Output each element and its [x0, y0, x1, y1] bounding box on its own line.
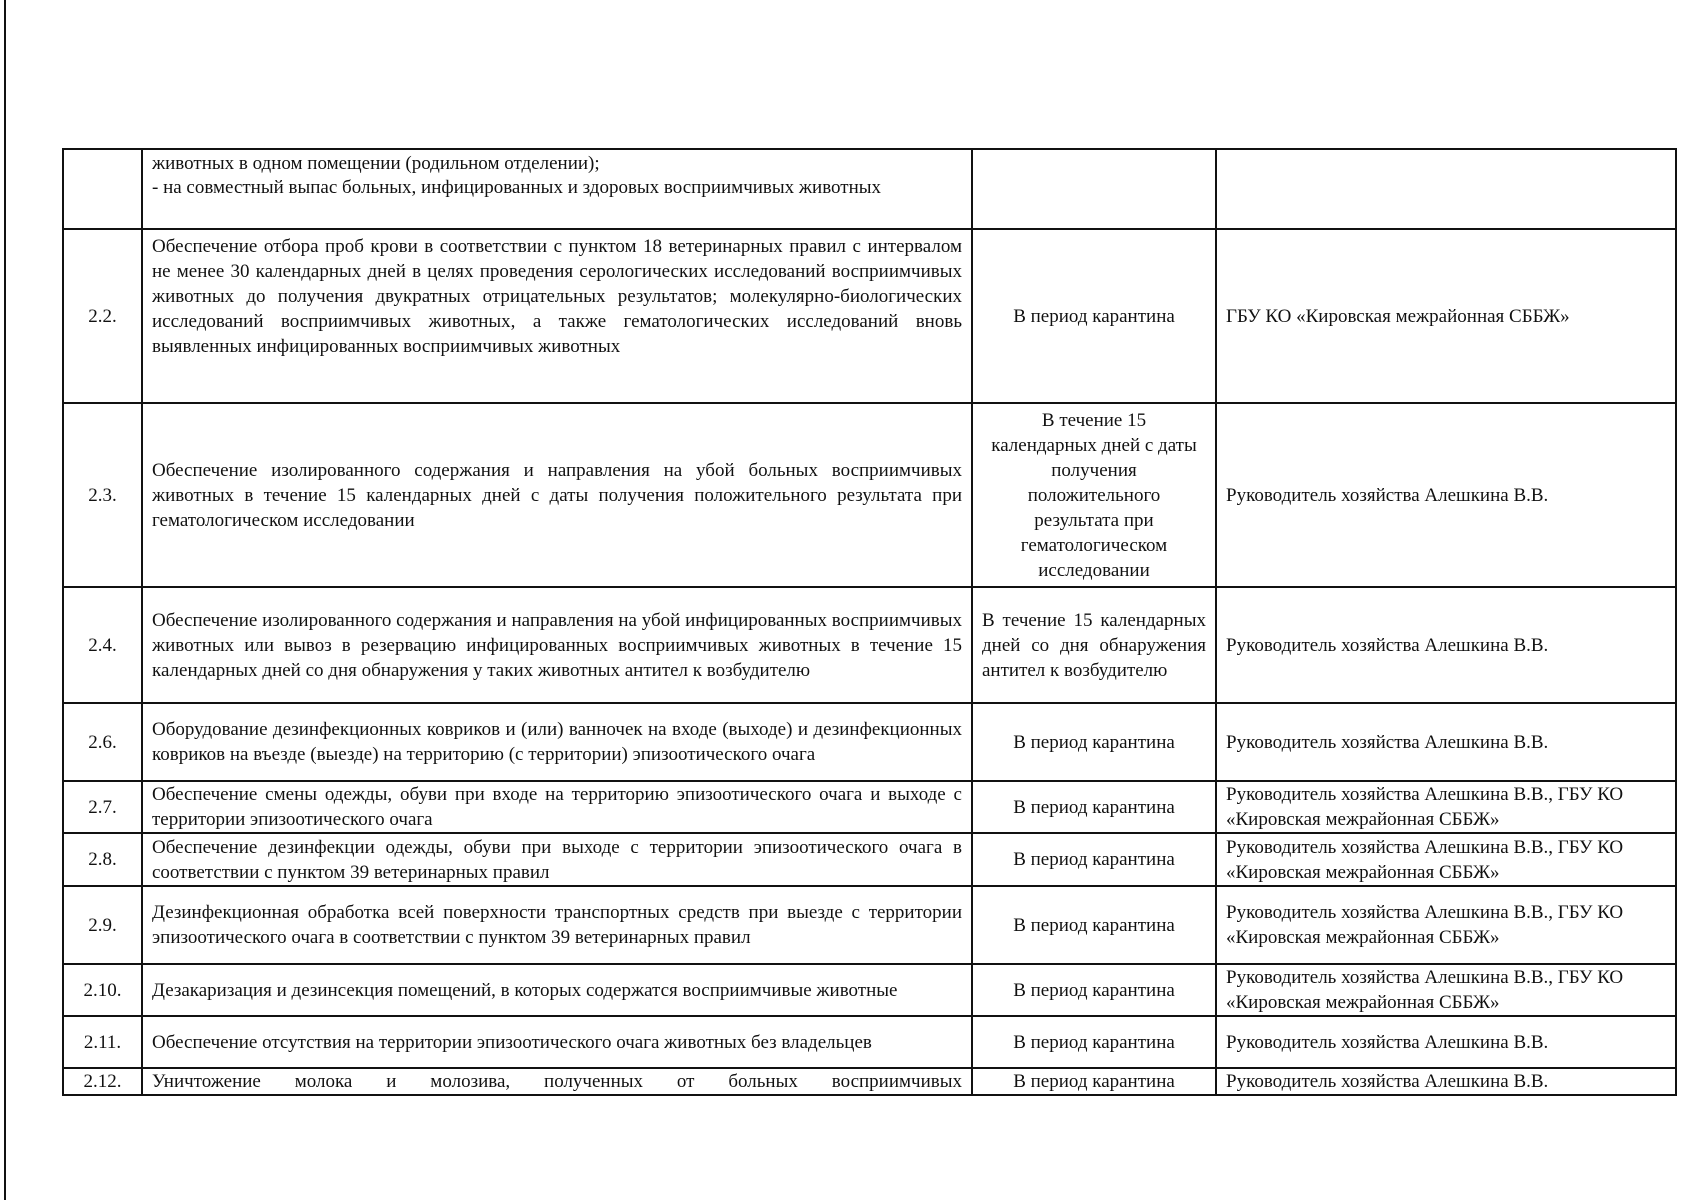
measure-responsible: Руководитель хозяйства Алешкина В.В., ГБУ КО «Кировская межрайонная СББЖ» [1216, 886, 1676, 964]
measure-responsible: Руководитель хозяйства Алешкина В.В. [1216, 703, 1676, 781]
measure-description: Дезинфекционная обработка всей поверхности транспортных средств при выезде с территории эпизоотического очага в соответствии с пунктом 39 ветеринарных правил [142, 886, 972, 964]
table-row [63, 587, 1676, 703]
measure-description: Обеспечение отсутствия на территории эпизоотического очага животных без владельцев [142, 1016, 972, 1068]
measure-description [142, 149, 972, 229]
measure-term: В период карантина [972, 229, 1216, 403]
row-number: 2.8. [63, 833, 142, 886]
table-row [63, 833, 1676, 886]
measure-term: В период карантина [972, 833, 1216, 886]
measure-responsible: Руководитель хозяйства Алешкина В.В. [1216, 1016, 1676, 1068]
table-row [63, 403, 1676, 587]
table-row [63, 1016, 1676, 1068]
table-row [63, 1068, 1676, 1095]
row-number: 2.10. [63, 964, 142, 1016]
row-number: 2.4. [63, 587, 142, 703]
measure-responsible [1216, 149, 1676, 229]
table-row [63, 886, 1676, 964]
measure-description-text: животных в одном помещении (родильном отделении); - на совместный выпас больных, инфицированных и здоровых восприимчивых животных [152, 153, 882, 198]
measure-term: В период карантина [972, 781, 1216, 833]
measure-description-text: Уничтожение молока и молозива, полученных от больных восприимчивых [152, 1071, 962, 1091]
measure-description: Дезакаризация и дезинсекция помещений, в которых содержатся восприимчивые животные [142, 964, 972, 1016]
measure-description: Оборудование дезинфекционных ковриков и (или) ванночек на входе (выходе) и дезинфекционных ковриков на въезде (выезде) на территорию (с территории) эпизоотического очага [142, 703, 972, 781]
measure-term: В течение 15 календарных дней со дня обнаружения антител к возбудителю [972, 587, 1216, 703]
table-row [63, 703, 1676, 781]
measure-term: В период карантина [972, 886, 1216, 964]
measure-description: Обеспечение изолированного содержания и направления на убой больных восприимчивых животных в течение 15 календарных дней с даты получения положительного результата при гематологическом исследовании [142, 403, 972, 587]
measure-responsible: Руководитель хозяйства Алешкина В.В. [1216, 1068, 1676, 1095]
row-number: 2.11. [63, 1016, 142, 1068]
measure-responsible: Руководитель хозяйства Алешкина В.В. [1216, 403, 1676, 587]
measure-term [972, 149, 1216, 229]
table-row [63, 781, 1676, 833]
measure-responsible: Руководитель хозяйства Алешкина В.В. [1216, 587, 1676, 703]
measure-description: Обеспечение дезинфекции одежды, обуви при выходе с территории эпизоотического очага в соответствии с пунктом 39 ветеринарных правил [142, 833, 972, 886]
table-row [63, 229, 1676, 403]
row-number: 2.9. [63, 886, 142, 964]
measure-term: В период карантина [972, 1016, 1216, 1068]
measure-description: Обеспечение смены одежды, обуви при входе на территорию эпизоотического очага и выходе с территории эпизоотического очага [142, 781, 972, 833]
row-number: 2.2. [63, 229, 142, 403]
measure-term: В период карантина [972, 1068, 1216, 1095]
measure-description: Обеспечение отбора проб крови в соответствии с пунктом 18 ветеринарных правил с интервалом не менее 30 календарных дней в целях проведения серологических исследований восприимчивых животных до получения двукратных отрицательных результатов; молекулярно-биологических исследований восприимчивых животных, а также гематологических исследований вновь выявленных инфицированных восприимчивых животных [142, 229, 972, 403]
measure-responsible: Руководитель хозяйства Алешкина В.В., ГБУ КО «Кировская межрайонная СББЖ» [1216, 833, 1676, 886]
page-edge-line [4, 0, 6, 1200]
row-number: 2.3. [63, 403, 142, 587]
row-number: 2.7. [63, 781, 142, 833]
measure-responsible: ГБУ КО «Кировская межрайонная СББЖ» [1216, 229, 1676, 403]
table-row [63, 149, 1676, 229]
measures-table [62, 148, 1677, 1096]
measure-description [142, 1068, 972, 1095]
measure-term: В период карантина [972, 964, 1216, 1016]
measure-description: Обеспечение изолированного содержания и направления на убой инфицированных восприимчивых животных или вывоз в резервацию инфицированных восприимчивых животных в течение 15 календарных дней со дня обнаружения у таких животных антител к возбудителю [142, 587, 972, 703]
measure-responsible: Руководитель хозяйства Алешкина В.В., ГБУ КО «Кировская межрайонная СББЖ» [1216, 781, 1676, 833]
measure-term: В течение 15 календарных дней с даты получения положительного результата при гематологическом исследовании [972, 403, 1216, 587]
row-number [63, 149, 142, 229]
measure-responsible: Руководитель хозяйства Алешкина В.В., ГБУ КО «Кировская межрайонная СББЖ» [1216, 964, 1676, 1016]
measure-term: В период карантина [972, 703, 1216, 781]
table-row [63, 964, 1676, 1016]
row-number: 2.12. [63, 1068, 142, 1095]
row-number: 2.6. [63, 703, 142, 781]
